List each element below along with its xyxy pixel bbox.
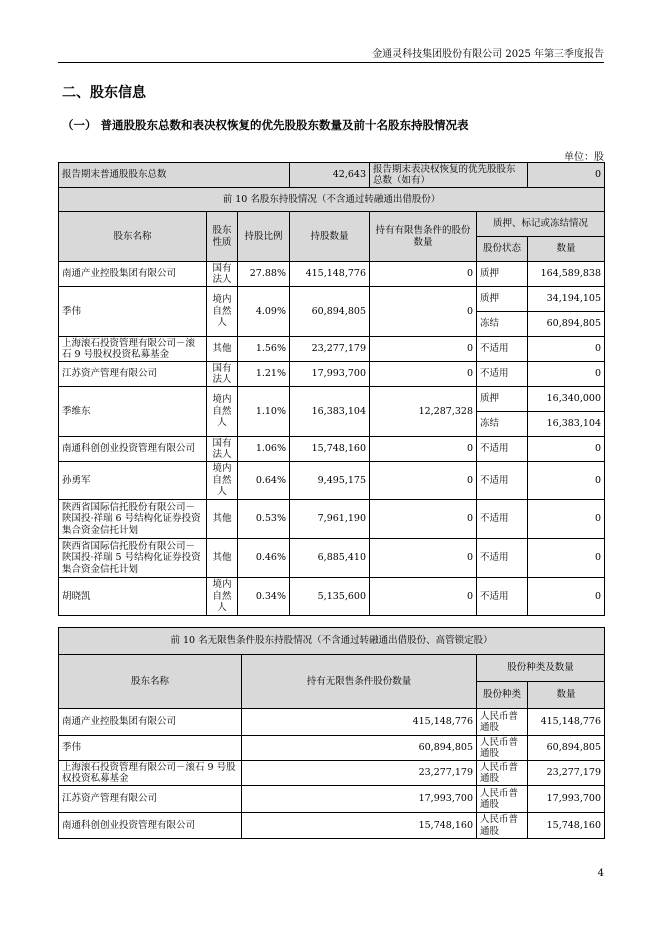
unrestricted-caption-row xyxy=(59,628,605,655)
u-shareholder-name: 江苏资产管理有限公司 xyxy=(59,786,242,813)
shareholder-nature: 国有法人 xyxy=(207,437,238,462)
shareholder-name: 季伟 xyxy=(59,287,207,337)
col-header-amount: 数量 xyxy=(528,237,605,262)
u-shareholder-name: 南通科创创业投资管理有限公司 xyxy=(59,813,242,839)
restricted-quantity: 0 xyxy=(370,578,477,616)
shareholding-ratio: 1.21% xyxy=(238,362,290,387)
shareholder-name: 季维东 xyxy=(59,387,207,437)
total-holders-label: 报告期末普通股股东总数 xyxy=(59,163,290,188)
table-row xyxy=(59,761,605,786)
col-header-name: 股东名称 xyxy=(59,212,207,262)
status-amount: 0 xyxy=(528,437,605,462)
shareholding-quantity: 9,495,175 xyxy=(290,462,370,500)
header-divider xyxy=(58,62,604,63)
table-row xyxy=(59,362,605,387)
shareholding-quantity: 7,961,190 xyxy=(290,500,370,539)
shareholding-ratio: 1.10% xyxy=(238,387,290,437)
shareholding-ratio: 0.46% xyxy=(238,539,290,578)
col-header-ratio: 持股比例 xyxy=(238,212,290,262)
unrestricted-body xyxy=(59,709,605,839)
share-status: 冻结 xyxy=(477,412,528,437)
shareholder-nature: 境内自然人 xyxy=(207,578,238,616)
shareholder-nature: 境内自然人 xyxy=(207,387,238,437)
shareholding-ratio: 27.88% xyxy=(238,262,290,287)
page-header: 金通灵科技集团股份有限公司 2025 年第三季度报告 xyxy=(372,49,604,60)
shareholder-nature: 其他 xyxy=(207,500,238,539)
restricted-quantity: 0 xyxy=(370,337,477,362)
shareholder-nature: 境内自然人 xyxy=(207,287,238,337)
restricted-quantity: 0 xyxy=(370,437,477,462)
u-share-type: 人民币普通股 xyxy=(477,709,528,736)
u-unrestricted-quantity: 23,277,179 xyxy=(242,761,477,786)
share-status: 不适用 xyxy=(477,362,528,387)
top10-body xyxy=(59,262,605,616)
shareholding-quantity: 23,277,179 xyxy=(290,337,370,362)
total-holders-value: 42,643 xyxy=(290,163,370,188)
u-share-amount: 15,748,160 xyxy=(528,813,605,839)
u-col-header-amount: 数量 xyxy=(528,682,605,709)
share-status: 不适用 xyxy=(477,539,528,578)
share-status: 不适用 xyxy=(477,500,528,539)
status-amount: 0 xyxy=(528,362,605,387)
restricted-quantity: 0 xyxy=(370,462,477,500)
shareholder-nature: 国有法人 xyxy=(207,362,238,387)
u-share-amount: 415,148,776 xyxy=(528,709,605,736)
summary-row xyxy=(59,163,605,188)
status-amount: 16,383,104 xyxy=(528,412,605,437)
table-row xyxy=(59,578,605,616)
u-shareholder-name: 上海滚石投资管理有限公司－滚石 9 号股权投资私募基金 xyxy=(59,761,242,786)
shareholding-quantity: 415,148,776 xyxy=(290,262,370,287)
u-share-type: 人民币普通股 xyxy=(477,813,528,839)
table-row xyxy=(59,500,605,539)
shareholder-name: 陕西省国际信托股份有限公司－陕国投·祥瑞 6 号结构化证券投资集合资金信托计划 xyxy=(59,500,207,539)
shareholding-ratio: 1.56% xyxy=(238,337,290,362)
unit-label: 单位：股 xyxy=(564,152,604,163)
u-col-header-quantity: 持有无限售条件股份数量 xyxy=(242,655,477,709)
status-amount: 0 xyxy=(528,539,605,578)
unrestricted-header-row xyxy=(59,655,605,682)
shareholder-name: 孙勇军 xyxy=(59,462,207,500)
table-row xyxy=(59,709,605,736)
preferred-holders-value: 0 xyxy=(528,163,605,188)
col-header-status: 股份状态 xyxy=(477,237,528,262)
u-share-type: 人民币普通股 xyxy=(477,786,528,813)
shareholding-ratio: 0.34% xyxy=(238,578,290,616)
status-amount: 0 xyxy=(528,462,605,500)
restricted-quantity: 0 xyxy=(370,362,477,387)
restricted-quantity: 0 xyxy=(370,500,477,539)
status-amount: 34,194,105 xyxy=(528,287,605,312)
col-header-nature: 股东性质 xyxy=(207,212,238,262)
u-unrestricted-quantity: 415,148,776 xyxy=(242,709,477,736)
shareholder-name: 南通科创创业投资管理有限公司 xyxy=(59,437,207,462)
table-row xyxy=(59,539,605,578)
share-status: 不适用 xyxy=(477,437,528,462)
preferred-holders-label: 报告期末表决权恢复的优先股股东总数（如有） xyxy=(370,163,528,188)
shareholding-quantity: 17,993,700 xyxy=(290,362,370,387)
shareholding-ratio: 0.64% xyxy=(238,462,290,500)
status-amount: 164,589,838 xyxy=(528,262,605,287)
share-status: 质押 xyxy=(477,287,528,312)
table-row xyxy=(59,736,605,761)
shareholding-ratio: 4.09% xyxy=(238,287,290,337)
shareholder-name: 胡晓凯 xyxy=(59,578,207,616)
share-status: 不适用 xyxy=(477,462,528,500)
shareholding-quantity: 5,135,600 xyxy=(290,578,370,616)
shareholding-quantity: 6,885,410 xyxy=(290,539,370,578)
shareholding-quantity: 16,383,104 xyxy=(290,387,370,437)
col-header-restricted: 持有有限售条件的股份数量 xyxy=(370,212,477,262)
status-amount: 0 xyxy=(528,500,605,539)
table-row xyxy=(59,786,605,813)
status-amount: 16,340,000 xyxy=(528,387,605,412)
shareholder-name: 南通产业控股集团有限公司 xyxy=(59,262,207,287)
table-row xyxy=(59,387,605,412)
table-row xyxy=(59,287,605,312)
u-unrestricted-quantity: 60,894,805 xyxy=(242,736,477,761)
restricted-quantity: 12,287,328 xyxy=(370,387,477,437)
u-share-type: 人民币普通股 xyxy=(477,761,528,786)
col-header-quantity: 持股数量 xyxy=(290,212,370,262)
u-shareholder-name: 南通产业控股集团有限公司 xyxy=(59,709,242,736)
page-number: 4 xyxy=(597,868,604,879)
u-share-amount: 23,277,179 xyxy=(528,761,605,786)
shareholding-quantity: 15,748,160 xyxy=(290,437,370,462)
u-unrestricted-quantity: 15,748,160 xyxy=(242,813,477,839)
table-row xyxy=(59,462,605,500)
status-amount: 60,894,805 xyxy=(528,312,605,337)
share-status: 不适用 xyxy=(477,578,528,616)
top10-caption: 前 10 名股东持股情况（不含通过转融通出借股份） xyxy=(59,188,605,212)
shareholder-name: 江苏资产管理有限公司 xyxy=(59,362,207,387)
table-row xyxy=(59,262,605,287)
u-share-type: 人民币普通股 xyxy=(477,736,528,761)
shareholder-nature: 境内自然人 xyxy=(207,462,238,500)
u-col-header-name: 股东名称 xyxy=(59,655,242,709)
u-share-amount: 17,993,700 xyxy=(528,786,605,813)
u-col-header-type-group: 股份种类及数量 xyxy=(477,655,605,682)
restricted-quantity: 0 xyxy=(370,287,477,337)
share-status: 质押 xyxy=(477,387,528,412)
u-unrestricted-quantity: 17,993,700 xyxy=(242,786,477,813)
share-status: 质押 xyxy=(477,262,528,287)
share-status: 冻结 xyxy=(477,312,528,337)
shareholder-nature: 其他 xyxy=(207,539,238,578)
shareholding-quantity: 60,894,805 xyxy=(290,287,370,337)
shareholder-nature: 其他 xyxy=(207,337,238,362)
shareholder-table xyxy=(58,162,605,616)
table-row xyxy=(59,813,605,839)
unrestricted-table xyxy=(58,627,605,839)
status-amount: 0 xyxy=(528,578,605,616)
status-amount: 0 xyxy=(528,337,605,362)
u-shareholder-name: 季伟 xyxy=(59,736,242,761)
section-title: 二、股东信息 xyxy=(62,85,146,101)
shareholder-name: 陕西省国际信托股份有限公司－陕国投·祥瑞 5 号结构化证券投资集合资金信托计划 xyxy=(59,539,207,578)
unrestricted-caption: 前 10 名无限售条件股东持股情况（不含通过转融通出借股份、高管锁定股） xyxy=(59,628,605,655)
u-share-amount: 60,894,805 xyxy=(528,736,605,761)
col-header-pledge-group: 质押、标记或冻结情况 xyxy=(477,212,605,237)
share-status: 不适用 xyxy=(477,337,528,362)
shareholder-name: 上海滚石投资管理有限公司－滚石 9 号股权投资私募基金 xyxy=(59,337,207,362)
shareholder-nature: 国有法人 xyxy=(207,262,238,287)
shareholding-ratio: 1.06% xyxy=(238,437,290,462)
top10-header-row xyxy=(59,212,605,237)
table-row xyxy=(59,337,605,362)
u-col-header-type: 股份种类 xyxy=(477,682,528,709)
restricted-quantity: 0 xyxy=(370,539,477,578)
restricted-quantity: 0 xyxy=(370,262,477,287)
table-row xyxy=(59,437,605,462)
top10-caption-row xyxy=(59,188,605,212)
shareholding-ratio: 0.53% xyxy=(238,500,290,539)
subsection-title: （一） 普通股股东总数和表决权恢复的优先股股东数量及前十名股东持股情况表 xyxy=(62,118,469,132)
